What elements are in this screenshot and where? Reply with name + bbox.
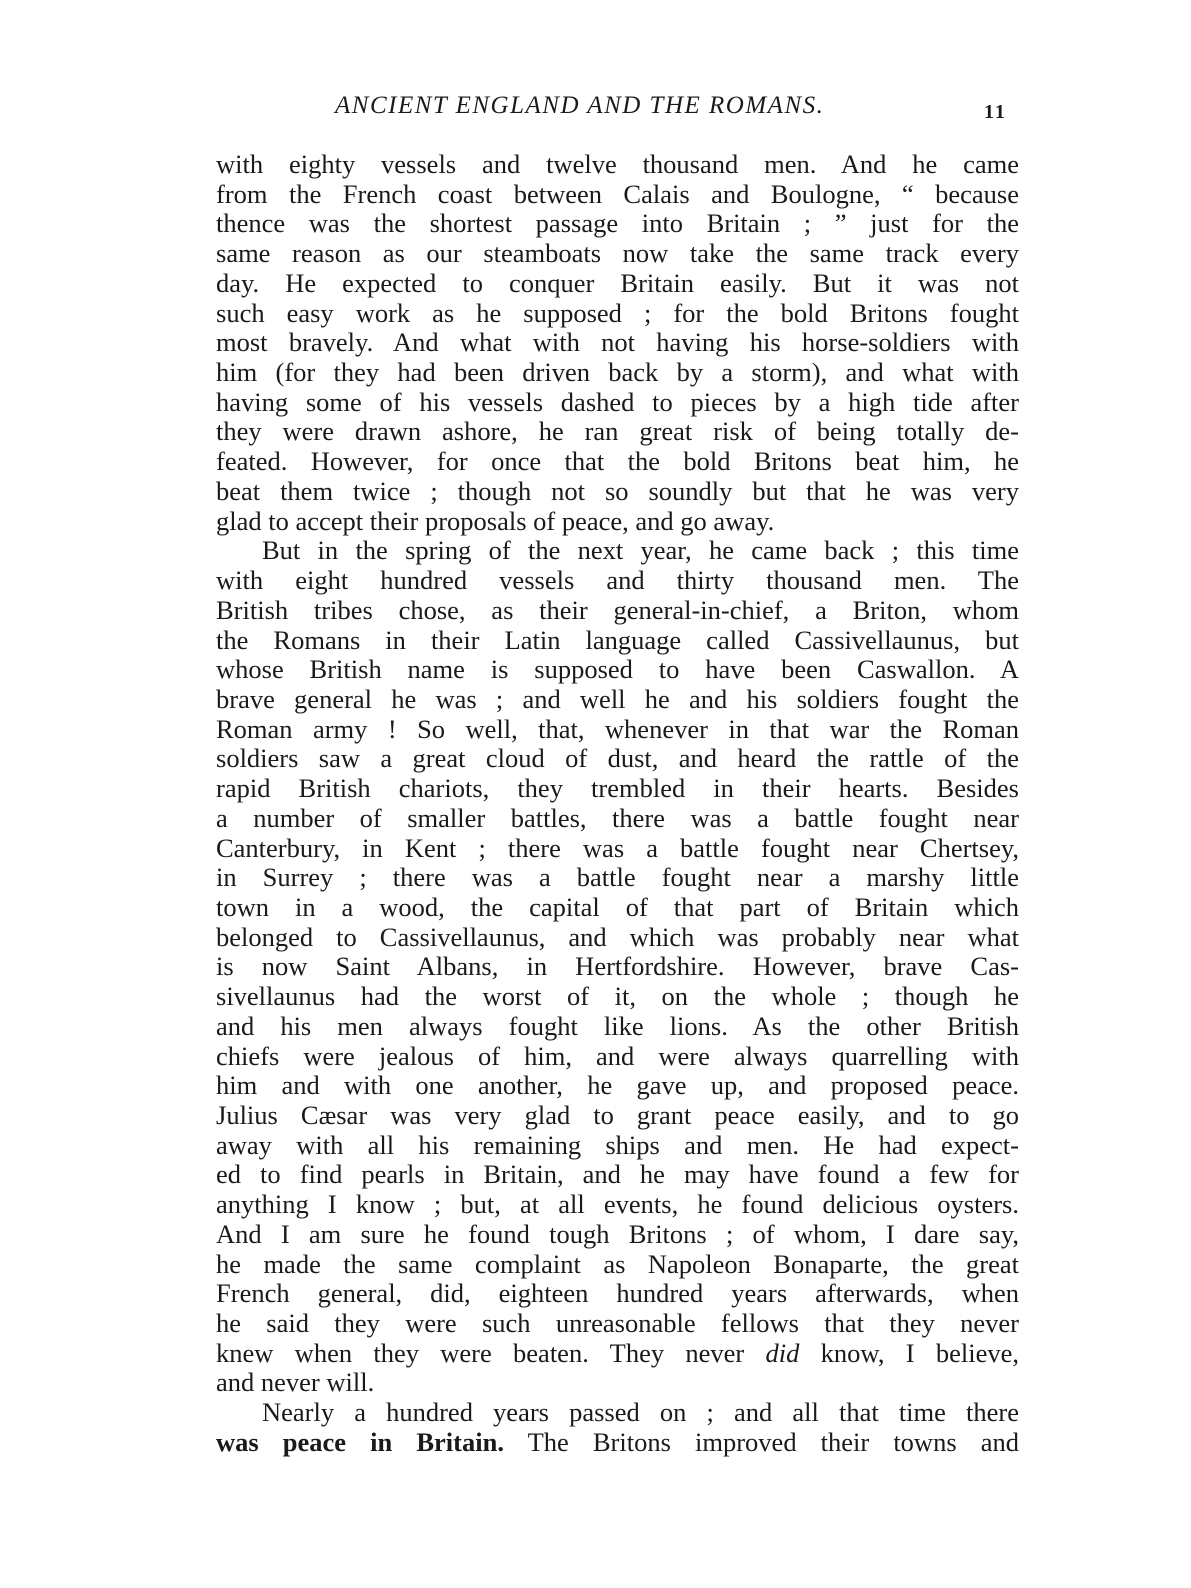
text-line: from the French coast between Calais and Boulogne, “ because <box>216 178 1019 209</box>
text-line: anything I know ; but, at all events, he found delicious oysters. <box>216 1189 1019 1220</box>
text-line: soldiers saw a great cloud of dust, and heard the rattle of the <box>216 743 1019 774</box>
text-line: away with all his remaining ships and men. He had expect- <box>216 1129 1019 1160</box>
text-line: is now Saint Albans, in Hertfordshire. However, brave Cas- <box>216 951 1019 982</box>
text-line: him and with one another, he gave up, and proposed peace. <box>216 1070 1019 1101</box>
text-line: knew when they were beaten. They never did know, I believe, <box>216 1337 1019 1368</box>
text-line: glad to accept their proposals of peace, and go away. <box>216 505 775 536</box>
text-line: British tribes chose, as their general-in-chief, a Briton, whom <box>216 594 1019 625</box>
text-line: he said they were such unreasonable fellows that they never <box>216 1308 1019 1339</box>
text-line: he made the same complaint as Napoleon Bonaparte, the great <box>216 1248 1019 1279</box>
text-line: chiefs were jealous of him, and were always quarrelling with <box>216 1040 1019 1071</box>
text-line: But in the spring of the next year, he came back ; this time <box>262 535 1019 566</box>
text-line: the Romans in their Latin language called Cassivellaunus, but <box>216 624 1019 655</box>
text-line: and his men always fought like lions. As the other British <box>216 1010 1019 1041</box>
text-line: such easy work as he supposed ; for the bold Britons fought <box>216 297 1019 328</box>
text-line: rapid British chariots, they trembled in their hearts. Besides <box>216 773 1019 804</box>
text-line: most bravely. And what with not having his horse-soldiers with <box>216 327 1019 358</box>
text-line: And I am sure he found tough Britons ; of whom, I dare say, <box>216 1218 1019 1249</box>
text-line: same reason as our steamboats now take the same track every <box>216 238 1019 269</box>
text-line: thence was the shortest passage into Britain ; ” just for the <box>216 208 1019 239</box>
text-line: day. He expected to conquer Britain easily. But it was not <box>216 267 1019 298</box>
text-line: beat them twice ; though not so soundly but that he was very <box>216 475 1019 506</box>
text-line: in Surrey ; there was a battle fought near a marshy little <box>216 862 1019 893</box>
text-line: belonged to Cassivellaunus, and which was probably near what <box>216 921 1019 952</box>
text-line: Canterbury, in Kent ; there was a battle fought near Chertsey, <box>216 832 1019 863</box>
text-line: French general, did, eighteen hundred years afterwards, when <box>216 1278 1019 1309</box>
text-line: Julius Cæsar was very glad to grant peace easily, and to go <box>216 1100 1019 1130</box>
text-line: a number of smaller battles, there was a battle fought near <box>216 802 1019 833</box>
text-line: feated. However, for once that the bold Britons beat him, he <box>216 446 1019 477</box>
text-line: town in a wood, the capital of that part of Britain which <box>216 891 1019 922</box>
running-head: ANCIENT ENGLAND AND THE ROMANS. <box>335 92 825 119</box>
text-line: ed to find pearls in Britain, and he may have found a few for <box>216 1159 1019 1190</box>
text-line: brave general he was ; and well he and his soldiers fought the <box>216 683 1019 714</box>
italic-emphasis: did <box>765 1337 800 1368</box>
text-line: was peace in Britain. The Britons improved their towns and <box>216 1426 1019 1457</box>
text-line: Roman army ! So well, that, whenever in that war the Roman <box>216 713 1019 744</box>
text-line: and never will. <box>216 1367 375 1398</box>
body-text <box>216 150 1019 1458</box>
text-line: they were drawn ashore, he ran great risk of being totally de- <box>216 416 1019 447</box>
page-number: 11 <box>984 101 1007 123</box>
text-line: having some of his vessels dashed to pieces by a high tide after <box>216 386 1019 417</box>
text-line: sivellaunus had the worst of it, on the whole ; though he <box>216 981 1019 1012</box>
text-line: him (for they had been driven back by a storm), and what with <box>216 357 1019 388</box>
text-line: with eighty vessels and twelve thousand men. And he came <box>216 149 1019 179</box>
text-line: whose British name is supposed to have been Caswallon. A <box>216 654 1019 685</box>
bold-text: was peace in Britain. <box>216 1426 504 1457</box>
text-line: with eight hundred vessels and thirty thousand men. The <box>216 565 1019 596</box>
text-line: Nearly a hundred years passed on ; and all that time there <box>262 1397 1019 1428</box>
